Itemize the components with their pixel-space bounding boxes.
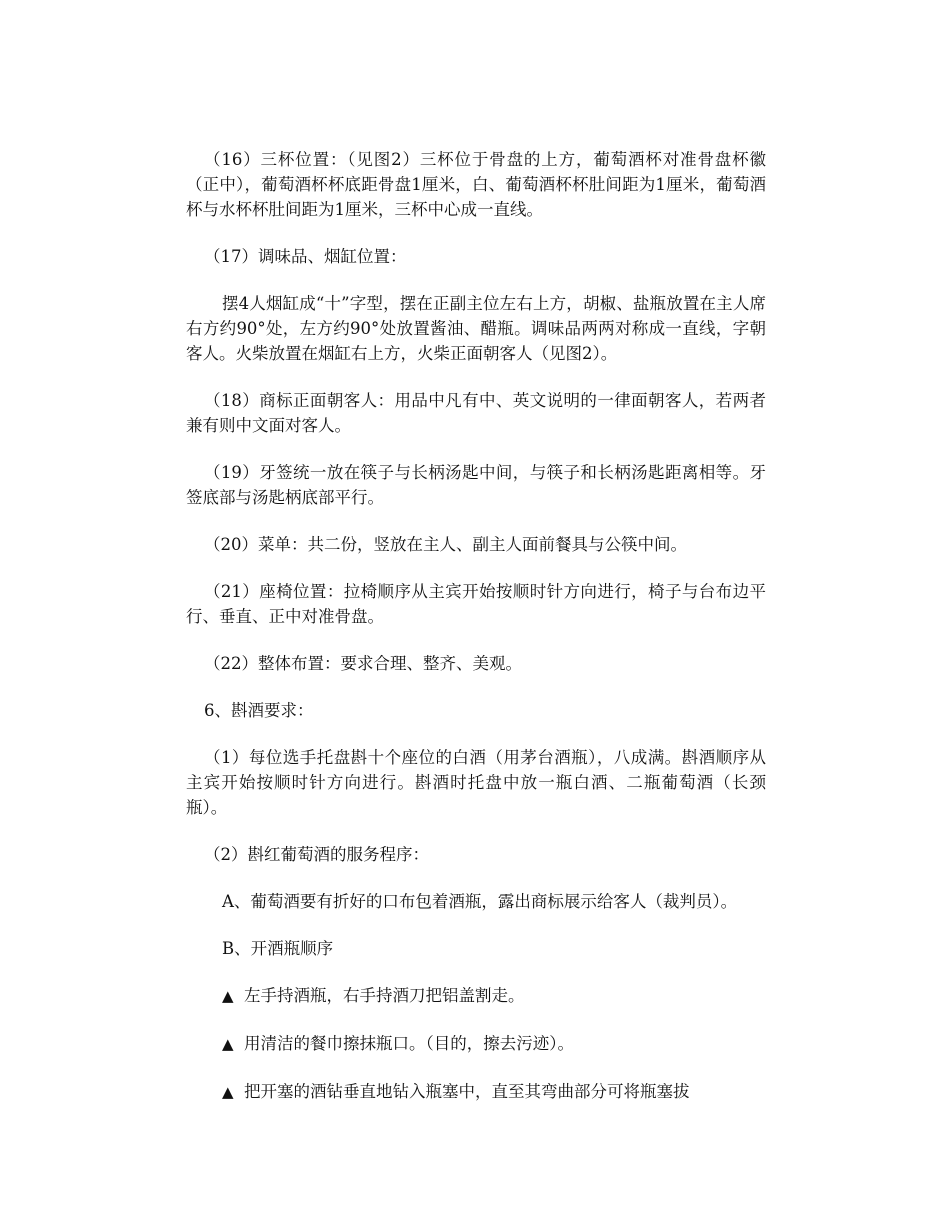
bullet-item bbox=[186, 1079, 766, 1105]
bullet-item bbox=[186, 1031, 766, 1057]
item-b: B、开酒瓶顺序 bbox=[222, 939, 334, 958]
section-heading-6: 6、斟酒要求： bbox=[204, 701, 314, 720]
paragraph-pour-1: （1）每位选手托盘斟十个座位的白酒（用茅台酒瓶），八成满。斟酒顺序从主宾开始按顺时针方向进行。斟酒时托盘中放一瓶白酒、二瓶葡萄酒（长颈瓶）。 bbox=[186, 748, 766, 817]
triangle-bullet-icon: ▲ bbox=[222, 1083, 234, 1101]
triangle-bullet-icon: ▲ bbox=[222, 1035, 234, 1053]
bullet-text: 把开塞的酒钻垂直地钻入瓶塞中，直至其弯曲部分可将瓶塞拔 bbox=[244, 1082, 690, 1101]
paragraph-16: （16）三杯位置：（见图2）三杯位于骨盘的上方，葡萄酒杯对准骨盘杯徽（正中），葡萄酒杯杯底距骨盘1厘米，白、葡萄酒杯杯肚间距为1厘米，葡萄酒杯与水杯杯肚间距为1厘米，三杯中心成一直线。 bbox=[186, 150, 766, 219]
paragraph-17: （17）调味品、烟缸位置： bbox=[204, 247, 407, 266]
triangle-bullet-icon: ▲ bbox=[222, 987, 234, 1005]
bullet-item bbox=[186, 983, 766, 1009]
paragraph-pour-2: （2）斟红葡萄酒的服务程序： bbox=[204, 845, 429, 864]
paragraph-20: （20）菜单：共二份，竖放在主人、副主人面前餐具与公筷中间。 bbox=[204, 535, 687, 554]
paragraph-18: （18）商标正面朝客人：用品中凡有中、英文说明的一律面朝客人，若两者兼有则中文面对客人。 bbox=[186, 391, 766, 435]
paragraph-17-detail: 摆4人烟缸成“十”字型，摆在正副主位左右上方，胡椒、盐瓶放置在主人席右方约90°处，左方约90°处放置酱油、醋瓶。调味品两两对称成一直线，字朝客人。火柴放置在烟缸右上方，火柴正面朝客人（见图2）。 bbox=[186, 294, 766, 363]
bullet-text: 左手持酒瓶，右手持酒刀把铝盖割走。 bbox=[244, 986, 525, 1005]
bullet-text: 用清洁的餐巾擦抹瓶口。（目的，擦去污迹）。 bbox=[244, 1034, 574, 1053]
document-body bbox=[186, 147, 766, 1127]
paragraph-19: （19）牙签统一放在筷子与长柄汤匙中间，与筷子和长柄汤匙距离相等。牙签底部与汤匙柄底部平行。 bbox=[186, 463, 766, 507]
paragraph-21: （21）座椅位置：拉椅顺序从主宾开始按顺时针方向进行，椅子与台布边平行、垂直、正中对准骨盘。 bbox=[186, 582, 766, 626]
item-a: A、葡萄酒要有折好的口布包着酒瓶，露出商标展示给客人（裁判员）。 bbox=[222, 892, 738, 911]
paragraph-22: （22）整体布置：要求合理、整齐、美观。 bbox=[204, 654, 522, 673]
